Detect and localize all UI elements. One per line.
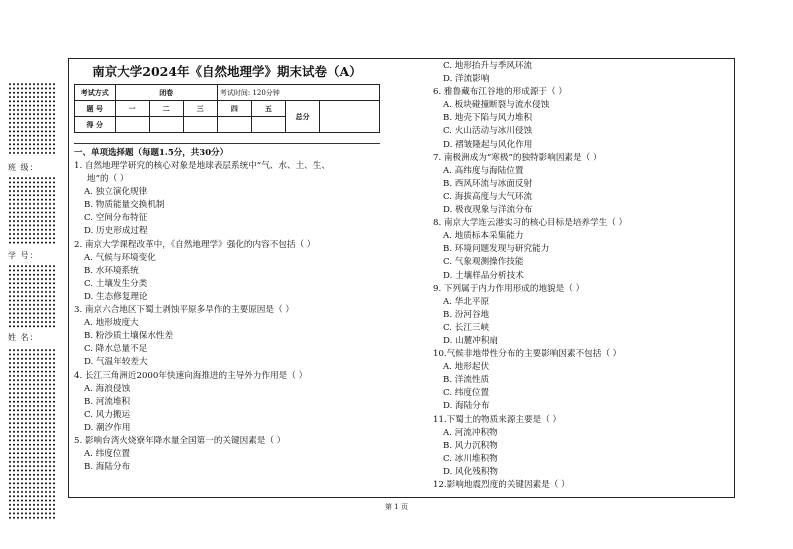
- divider: [74, 143, 380, 144]
- answer-option: A. 地形坡度大: [84, 318, 139, 329]
- section-number: 四: [217, 101, 251, 117]
- section-number: 一: [115, 101, 149, 117]
- answer-option: B. 河流堆积: [84, 396, 131, 407]
- exam-title: 南京大学2024年《自然地理学》期末试卷（A）: [92, 64, 362, 79]
- question-stem: 1. 自然地理学研究的核心对象是地球表层系统中“气、水、土、生、: [74, 161, 330, 171]
- answer-option: B. 汾河谷地: [443, 309, 490, 320]
- answer-option: A. 华北平原: [443, 296, 490, 307]
- question-stem-continued: 地”的（ ）: [87, 174, 129, 185]
- section-number: 二: [149, 101, 183, 117]
- answer-option: D. 风化残积物: [443, 466, 499, 477]
- student-id-label: 学 号：: [8, 251, 39, 260]
- total-score-cell: [320, 101, 380, 133]
- question-list: [74, 160, 380, 474]
- answer-option: C. 降水总量不足: [84, 344, 148, 355]
- score-cell: [251, 117, 285, 133]
- answer-option: C. 土壤发生分类: [84, 278, 148, 289]
- name-label: 姓 名：: [8, 333, 39, 342]
- answer-option: B. 粉沙质土壤保水性差: [84, 331, 174, 342]
- question-item: [74, 239, 380, 304]
- score-cell: [217, 117, 251, 133]
- answer-option: D. 土壤样品分析技术: [443, 270, 524, 281]
- question-item: [74, 304, 380, 369]
- total-label: 总分: [286, 101, 320, 133]
- class-label: 班 级：: [8, 163, 39, 172]
- answer-option: D. 生态修复理论: [84, 291, 148, 302]
- score-table: [74, 84, 380, 133]
- exam-time: 考试时间: 120分钟: [217, 85, 379, 101]
- question-stem: 12.影响地震烈度的关键因素是（ ）: [433, 480, 570, 490]
- question-item: [433, 414, 733, 479]
- section-number: 五: [251, 101, 285, 117]
- answer-option: A. 气候与环境变化: [84, 252, 156, 263]
- question-number-label: 题 号: [75, 101, 116, 117]
- answer-option: A. 海浪侵蚀: [84, 383, 131, 394]
- exam-mode-label: 考试方式: [75, 85, 116, 101]
- answer-option: A. 高纬度与海陆位置: [443, 165, 524, 176]
- question-stem: 9. 下列属于内力作用形成的地貌是（ ）: [433, 283, 585, 294]
- answer-option: B. 水环境系统: [84, 265, 139, 276]
- question-item: [74, 160, 380, 239]
- score-label: 得 分: [75, 117, 116, 133]
- answer-option: A. 独立演化规律: [84, 187, 148, 198]
- answer-option: A. 纬度位置: [84, 449, 131, 460]
- answer-option: A. 地形起伏: [443, 362, 490, 373]
- answer-option: C. 气象观测操作技能: [443, 257, 524, 268]
- right-column: [433, 60, 733, 492]
- answer-option: D. 褶皱隆起与风化作用: [443, 139, 533, 150]
- question-item: [433, 86, 733, 151]
- answer-option: B. 西风环流与冰面反射: [443, 178, 533, 189]
- answer-option: D. 气温年较差大: [84, 357, 148, 368]
- answer-option: D. 历史形成过程: [84, 226, 148, 237]
- question-item: [433, 283, 733, 348]
- question-stem: 7. 南极洲成为“寒极”的独特影响因素是（ ）: [433, 152, 602, 163]
- question-stem: 4. 长江三角洲近2000年快速向海推进的主导外力作用是（ ）: [74, 370, 308, 381]
- answer-option: C. 火山活动与冰川侵蚀: [443, 126, 533, 137]
- question-stem: 2. 南京大学课程改革中，《自然地理学》强化的内容不包括（ ）: [74, 239, 316, 250]
- answer-option: B. 海陆分布: [84, 462, 131, 473]
- question-stem: 11.下蜀土的物质来源主要是（ ）: [433, 414, 562, 425]
- exam-mode-value: 闭卷: [115, 85, 217, 101]
- answer-option: A. 河流冲积物: [443, 427, 498, 438]
- answer-option: C. 冰川堆积物: [443, 453, 498, 464]
- answer-option: A. 板块碰撞断裂与流水侵蚀: [443, 100, 550, 111]
- answer-option: A. 地质标本采集能力: [443, 231, 524, 242]
- question-item: [74, 370, 380, 435]
- answer-option: C. 海拔高度与大气环流: [443, 191, 533, 202]
- page-number: 第 1 页: [385, 503, 408, 511]
- question-stem: 5. 影响台湾火烧寮年降水量全国第一的关键因素是（ ）: [74, 435, 286, 446]
- answer-option: B. 环境问题发现与研究能力: [443, 244, 550, 255]
- binding-dots: [8, 348, 56, 520]
- question-stem: 10.气候非地带性分布的主要影响因素不包括（ ）: [433, 349, 622, 360]
- question-stem: 8. 南京大学连云港实习的核心目标是培养学生（ ）: [433, 218, 628, 229]
- answer-option: C. 长江三峡: [443, 322, 490, 333]
- answer-option: C. 纬度位置: [443, 388, 490, 399]
- answer-option: C. 空间分布特征: [84, 213, 148, 224]
- question-item: [433, 217, 733, 282]
- score-cell: [115, 117, 149, 133]
- section-number: 三: [183, 101, 217, 117]
- answer-option: B. 物质能量交换机制: [84, 200, 165, 211]
- left-column: [74, 62, 380, 474]
- answer-option: D. 山麓冲积扇: [443, 335, 499, 346]
- score-cell: [183, 117, 217, 133]
- answer-option: D. 洋流影响: [443, 74, 490, 85]
- answer-option: C. 地形抬升与季风环流: [443, 61, 533, 71]
- question-stem: 6. 雅鲁藏布江谷地的形成源于（ ）: [433, 87, 567, 98]
- answer-option: C. 风力搬运: [84, 409, 131, 420]
- question-item: [433, 348, 733, 413]
- answer-option: B. 风力沉积物: [443, 440, 498, 451]
- answer-option: D. 潮汐作用: [84, 422, 131, 433]
- answer-option: B. 地壳下陷与风力堆积: [443, 113, 533, 124]
- section-title: 一、单项选择题（每题1.5分，共30分）: [74, 148, 229, 158]
- answer-option: D. 极夜现象与洋流分布: [443, 205, 533, 216]
- binding-dots: [8, 264, 56, 328]
- answer-option: B. 洋流性质: [443, 375, 490, 386]
- question-item: [74, 435, 380, 474]
- question-item: [433, 479, 733, 492]
- binding-dots: [8, 176, 56, 244]
- question-item: [433, 152, 733, 217]
- answer-option: D. 海陆分布: [443, 401, 490, 412]
- binding-margin: [8, 82, 62, 522]
- binding-dots: [8, 82, 56, 156]
- question-list: [433, 60, 733, 492]
- question-item: [433, 60, 733, 86]
- score-cell: [149, 117, 183, 133]
- question-stem: 3. 南京六合地区下蜀土剥蚀平原多旱作的主要原因是（ ）: [74, 305, 294, 316]
